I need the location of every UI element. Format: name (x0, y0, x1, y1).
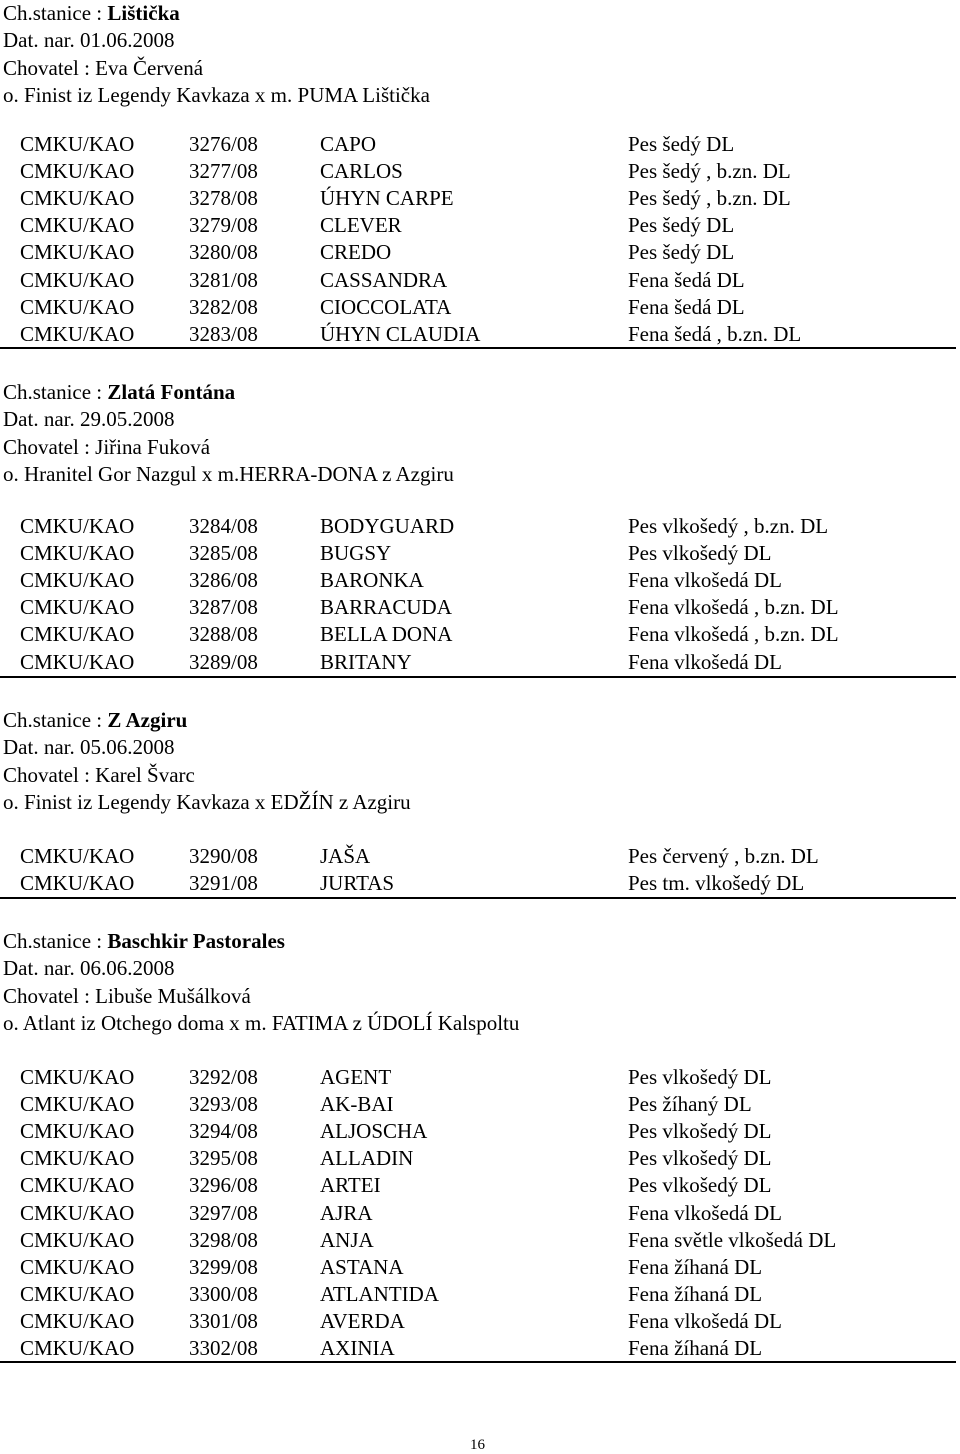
birth-date: Dat. nar. 05.06.2008 (3, 735, 175, 759)
description-cell: Fena žíhaná DL (628, 1255, 763, 1279)
number-cell: 3288/08 (189, 622, 258, 646)
description-cell: Fena šedá DL (628, 295, 745, 319)
table-row (0, 131, 956, 158)
description-cell: Pes vlkošedý DL (628, 1173, 772, 1197)
section-divider (0, 1361, 956, 1363)
registry-cell: CMKU/KAO (20, 268, 135, 292)
description-cell: Pes vlkošedý DL (628, 1119, 772, 1143)
dog-name-cell: ARTEI (320, 1173, 381, 1197)
table-row (0, 239, 956, 266)
dog-name-cell: CARLOS (320, 159, 403, 183)
dog-name-cell: AVERDA (320, 1309, 405, 1333)
section-divider (0, 676, 956, 678)
registry-cell: CMKU/KAO (20, 595, 135, 619)
station-label: Ch.stanice : (3, 708, 108, 732)
dog-name-cell: CIOCCOLATA (320, 295, 452, 319)
birth-date: Dat. nar. 01.06.2008 (3, 28, 175, 52)
registry-cell: CMKU/KAO (20, 213, 135, 237)
section-divider (0, 897, 956, 899)
registry-cell: CMKU/KAO (20, 1092, 135, 1116)
station-line (3, 379, 235, 406)
number-cell: 3276/08 (189, 132, 258, 156)
registry-cell: CMKU/KAO (20, 1119, 135, 1143)
registry-cell: CMKU/KAO (20, 132, 135, 156)
description-cell: Pes žíhaný DL (628, 1092, 752, 1116)
dog-name-cell: ASTANA (320, 1255, 404, 1279)
registry-cell: CMKU/KAO (20, 1228, 135, 1252)
page-number: 16 (470, 1437, 485, 1453)
station-line (3, 707, 187, 734)
table-row (0, 185, 956, 212)
section-divider (0, 347, 956, 349)
registry-cell: CMKU/KAO (20, 871, 135, 895)
description-cell: Fena vlkošedá DL (628, 650, 782, 674)
table-row (0, 1200, 956, 1227)
table-row (0, 843, 956, 870)
registry-cell: CMKU/KAO (20, 240, 135, 264)
dog-name-cell: AJRA (320, 1201, 373, 1225)
description-cell: Pes vlkošedý DL (628, 541, 772, 565)
parents: o. Hranitel Gor Nazgul x m.HERRA-DONA z Azgiru (3, 462, 454, 486)
number-cell: 3290/08 (189, 844, 258, 868)
description-cell: Fena vlkošedá DL (628, 1309, 782, 1333)
description-cell: Pes šedý DL (628, 213, 735, 237)
table-row (0, 567, 956, 594)
birth-date: Dat. nar. 06.06.2008 (3, 956, 175, 980)
number-cell: 3295/08 (189, 1146, 258, 1170)
breeder: Chovatel : Eva Červená (3, 56, 204, 80)
number-cell: 3299/08 (189, 1255, 258, 1279)
description-cell: Fena šedá DL (628, 268, 745, 292)
registry-cell: CMKU/KAO (20, 1282, 135, 1306)
number-cell: 3289/08 (189, 650, 258, 674)
registry-cell: CMKU/KAO (20, 1065, 135, 1089)
registry-cell: CMKU/KAO (20, 1146, 135, 1170)
table-row (0, 870, 956, 897)
number-cell: 3294/08 (189, 1119, 258, 1143)
dog-name-cell: AXINIA (320, 1336, 395, 1360)
dog-name-cell: AGENT (320, 1065, 392, 1089)
number-cell: 3298/08 (189, 1228, 258, 1252)
description-cell: Fena vlkošedá , b.zn. DL (628, 622, 839, 646)
number-cell: 3281/08 (189, 268, 258, 292)
number-cell: 3279/08 (189, 213, 258, 237)
station-name: Baschkir Pastorales (107, 929, 285, 953)
table-row (0, 1064, 956, 1091)
table-row (0, 294, 956, 321)
number-cell: 3278/08 (189, 186, 258, 210)
dog-name-cell: BRITANY (320, 650, 412, 674)
table-row (0, 649, 956, 676)
description-cell: Pes šedý , b.zn. DL (628, 186, 791, 210)
number-cell: 3280/08 (189, 240, 258, 264)
table-row (0, 540, 956, 567)
registry-cell: CMKU/KAO (20, 844, 135, 868)
dog-name-cell: AK-BAI (320, 1092, 394, 1116)
description-cell: Pes vlkošedý DL (628, 1065, 772, 1089)
registry-cell: CMKU/KAO (20, 186, 135, 210)
station-name: Z Azgiru (107, 708, 188, 732)
description-cell: Pes vlkošedý , b.zn. DL (628, 514, 829, 538)
description-cell: Pes červený , b.zn. DL (628, 844, 819, 868)
breeder: Chovatel : Karel Švarc (3, 763, 195, 787)
station-label: Ch.stanice : (3, 929, 108, 953)
breeder: Chovatel : Jiřina Fuková (3, 435, 211, 459)
dog-name-cell: ÚHYN CLAUDIA (320, 322, 481, 346)
registry-cell: CMKU/KAO (20, 622, 135, 646)
registry-cell: CMKU/KAO (20, 322, 135, 346)
dog-name-cell: BUGSY (320, 541, 392, 565)
registry-cell: CMKU/KAO (20, 514, 135, 538)
number-cell: 3302/08 (189, 1336, 258, 1360)
table-row (0, 267, 956, 294)
table-row (0, 513, 956, 540)
birth-date: Dat. nar. 29.05.2008 (3, 407, 175, 431)
description-cell: Pes šedý , b.zn. DL (628, 159, 791, 183)
table-row (0, 1308, 956, 1335)
table-row (0, 158, 956, 185)
parents: o. Atlant iz Otchego doma x m. FATIMA z ÚDOLÍ Kalspoltu (3, 1011, 520, 1035)
breeder: Chovatel : Libuše Mušálková (3, 984, 251, 1008)
number-cell: 3296/08 (189, 1173, 258, 1197)
table-row (0, 1335, 956, 1362)
dog-name-cell: BODYGUARD (320, 514, 455, 538)
dog-name-cell: ANJA (320, 1228, 374, 1252)
table-row (0, 1281, 956, 1308)
registry-cell: CMKU/KAO (20, 650, 135, 674)
description-cell: Fena vlkošedá DL (628, 1201, 782, 1225)
number-cell: 3293/08 (189, 1092, 258, 1116)
table-row (0, 1227, 956, 1254)
dog-name-cell: ALJOSCHA (320, 1119, 428, 1143)
registry-cell: CMKU/KAO (20, 295, 135, 319)
description-cell: Fena šedá , b.zn. DL (628, 322, 802, 346)
table-row (0, 1172, 956, 1199)
table-row (0, 1145, 956, 1172)
dog-name-cell: BARONKA (320, 568, 424, 592)
description-cell: Pes tm. vlkošedý DL (628, 871, 805, 895)
station-label: Ch.stanice : (3, 380, 108, 404)
station-line (3, 0, 180, 27)
dog-name-cell: ATLANTIDA (320, 1282, 439, 1306)
dog-name-cell: BELLA DONA (320, 622, 453, 646)
table-row (0, 594, 956, 621)
description-cell: Fena vlkošedá , b.zn. DL (628, 595, 839, 619)
table-row (0, 1091, 956, 1118)
station-label: Ch.stanice : (3, 1, 108, 25)
registry-cell: CMKU/KAO (20, 1255, 135, 1279)
table-row (0, 321, 956, 348)
number-cell: 3277/08 (189, 159, 258, 183)
description-cell: Fena světle vlkošedá DL (628, 1228, 837, 1252)
table-row (0, 212, 956, 239)
station-line (3, 928, 285, 955)
number-cell: 3292/08 (189, 1065, 258, 1089)
description-cell: Pes šedý DL (628, 240, 735, 264)
registry-cell: CMKU/KAO (20, 1309, 135, 1333)
number-cell: 3291/08 (189, 871, 258, 895)
registry-cell: CMKU/KAO (20, 1336, 135, 1360)
parents: o. Finist iz Legendy Kavkaza x m. PUMA Lištička (3, 83, 430, 107)
dog-name-cell: CASSANDRA (320, 268, 448, 292)
description-cell: Fena žíhaná DL (628, 1282, 763, 1306)
table-row (0, 1118, 956, 1145)
table-row (0, 621, 956, 648)
dog-name-cell: JAŠA (320, 844, 371, 868)
dog-name-cell: BARRACUDA (320, 595, 452, 619)
number-cell: 3285/08 (189, 541, 258, 565)
number-cell: 3301/08 (189, 1309, 258, 1333)
number-cell: 3297/08 (189, 1201, 258, 1225)
parents: o. Finist iz Legendy Kavkaza x EDŽÍN z Azgiru (3, 790, 411, 814)
station-name: Zlatá Fontána (107, 380, 236, 404)
number-cell: 3287/08 (189, 595, 258, 619)
dog-name-cell: ÚHYN CARPE (320, 186, 454, 210)
description-cell: Pes šedý DL (628, 132, 735, 156)
number-cell: 3284/08 (189, 514, 258, 538)
station-name: Lištička (107, 1, 180, 25)
registry-cell: CMKU/KAO (20, 159, 135, 183)
dog-name-cell: JURTAS (320, 871, 395, 895)
dog-name-cell: CREDO (320, 240, 392, 264)
description-cell: Pes vlkošedý DL (628, 1146, 772, 1170)
registry-cell: CMKU/KAO (20, 1201, 135, 1225)
dog-name-cell: CLEVER (320, 213, 402, 237)
table-row (0, 1254, 956, 1281)
registry-cell: CMKU/KAO (20, 568, 135, 592)
dog-name-cell: ALLADIN (320, 1146, 414, 1170)
registry-cell: CMKU/KAO (20, 541, 135, 565)
description-cell: Fena žíhaná DL (628, 1336, 763, 1360)
number-cell: 3286/08 (189, 568, 258, 592)
registry-cell: CMKU/KAO (20, 1173, 135, 1197)
dog-name-cell: CAPO (320, 132, 377, 156)
number-cell: 3300/08 (189, 1282, 258, 1306)
number-cell: 3283/08 (189, 322, 258, 346)
number-cell: 3282/08 (189, 295, 258, 319)
description-cell: Fena vlkošedá DL (628, 568, 782, 592)
